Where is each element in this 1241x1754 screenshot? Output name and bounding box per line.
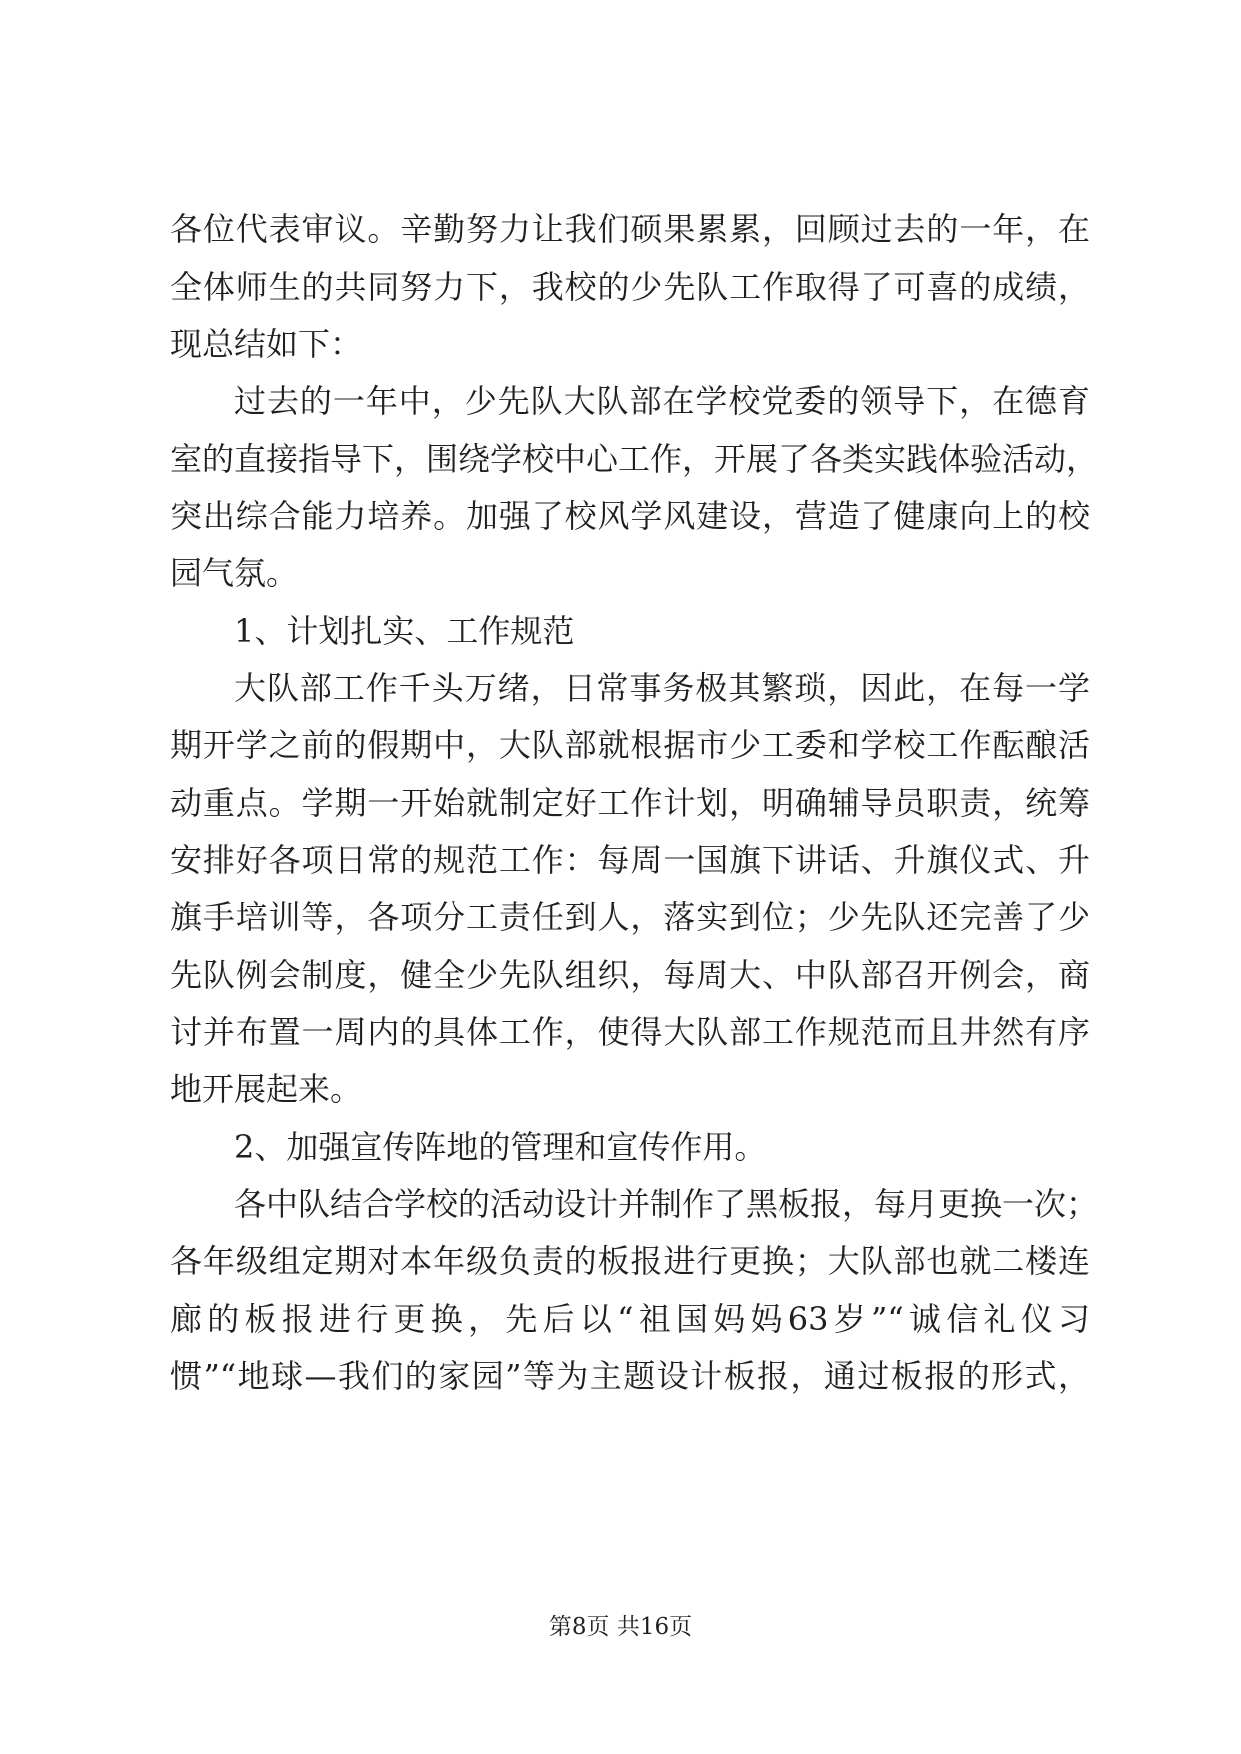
text-line: 现总结如下： (170, 325, 363, 363)
text-line: 旗手培训等，各项分工责任到人，落实到位；少先队还完善了少 (170, 898, 1090, 936)
paragraph-first-line: 大队部工作千头万绪，日常事务极其繁琐，因此，在每一学 (234, 669, 1090, 707)
text-line: 惯”“地球—我们的家园”等为主题设计板报，通过板报的形式， (170, 1357, 1090, 1395)
text-line: 动重点。学期一开始就制定好工作计划，明确辅导员职责，统筹 (170, 784, 1090, 822)
text-line: 突出综合能力培养。加强了校风学风建设，营造了健康向上的校 (170, 497, 1090, 535)
text-line: 室的直接指导下，围绕学校中心工作，开展了各类实践体验活动， (170, 440, 1099, 478)
text-line: 先队例会制度，健全少先队组织，每周大、中队部召开例会，商 (170, 956, 1090, 994)
page-number-footer: 第8页 共16页 (548, 1614, 693, 1640)
text-line: 园气氛。 (170, 554, 299, 592)
section-heading: 1、计划扎实、工作规范 (234, 612, 575, 650)
text-line: 各年级组定期对本年级负责的板报进行更换；大队部也就二楼连 (170, 1242, 1090, 1280)
text-line: 各位代表审议。辛勤努力让我们硕果累累，回顾过去的一年，在 (170, 210, 1090, 248)
text-line: 全体师生的共同努力下，我校的少先队工作取得了可喜的成绩， (170, 268, 1090, 306)
text-line: 讨并布置一周内的具体工作，使得大队部工作规范而且井然有序 (170, 1013, 1090, 1051)
paragraph-first-line: 各中队结合学校的活动设计并制作了黑板报，每月更换一次； (234, 1185, 1099, 1223)
text-line: 廊的板报进行更换，先后以“祖国妈妈63岁”“诚信礼仪习 (170, 1300, 1090, 1338)
paragraph-first-line: 过去的一年中，少先队大队部在学校党委的领导下，在德育 (234, 382, 1090, 420)
section-heading: 2、加强宣传阵地的管理和宣传作用。 (234, 1128, 767, 1166)
text-line: 地开展起来。 (170, 1070, 363, 1108)
text-line: 期开学之前的假期中，大队部就根据市少工委和学校工作酝酿活 (170, 726, 1090, 764)
text-line: 安排好各项日常的规范工作：每周一国旗下讲话、升旗仪式、升 (170, 841, 1090, 879)
